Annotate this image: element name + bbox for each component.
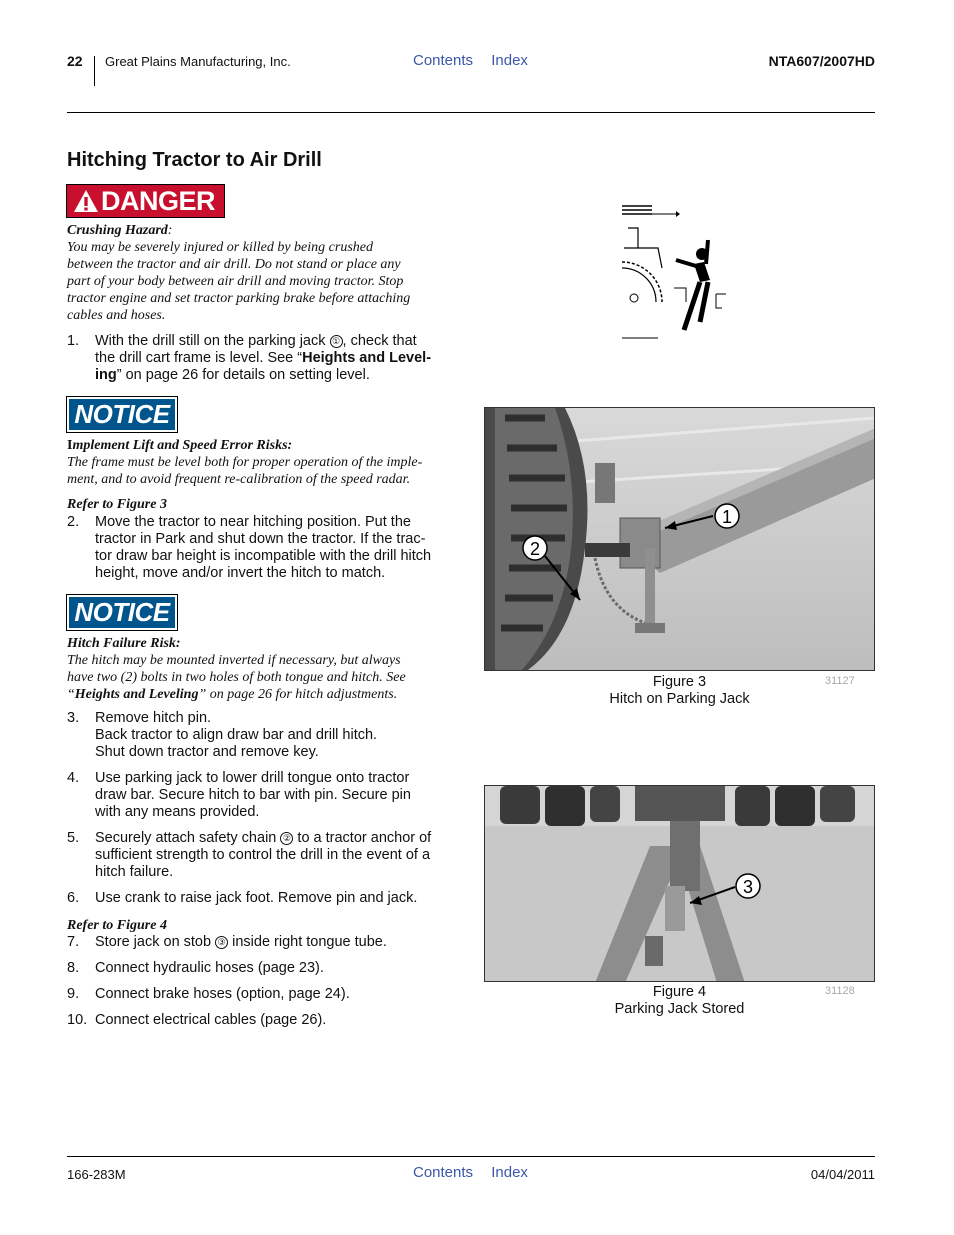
header-nav xyxy=(413,52,542,69)
step-10: 10. Connect electrical cables (page 26). xyxy=(67,1012,327,1028)
crushing-hazard-pictogram xyxy=(618,198,728,340)
step-2: 2. Move the tractor to near hitching position. Put the tractor in Park and shut down the tractor. If the trac- tor draw bar height is incompatible with the drill hitch height, move and/or invert the hitch to match. xyxy=(67,514,432,581)
figure-4-id: 31128 xyxy=(825,985,855,997)
contents-link[interactable]: Contents xyxy=(413,1164,474,1181)
model-number: NTA607/2007HD xyxy=(768,53,875,69)
figure-3-callout-1: 1 xyxy=(721,507,733,527)
figure-4-caption: Figure 4 Parking Jack Stored xyxy=(614,984,745,1017)
header-rule xyxy=(67,112,875,113)
step-6: 6. Use crank to raise jack foot. Remove pin and jack. xyxy=(67,890,418,906)
notice-1-message: Implement Lift and Speed Error Risks: The frame must be level both for proper operation of the imple- ment, and to avoid frequent re-calibration of the speed radar. xyxy=(67,438,423,487)
figure-4-photo xyxy=(484,785,875,982)
step-8: 8. Connect hydraulic hoses (page 23). xyxy=(67,960,324,976)
notice-badge: NOTICE xyxy=(67,595,177,630)
figure-3-id: 31127 xyxy=(825,675,855,687)
company-name: Great Plains Manufacturing, Inc. xyxy=(105,54,291,69)
notice-2-heading: Hitch Failure Risk: xyxy=(67,636,181,651)
notice-2-message: Hitch Failure Risk: The hitch may be mounted inverted if necessary, but always have two (2) bolts in two holes of both tongue and hitch. See “Heights and Leveling” on page 26 for hitch adjustments. xyxy=(67,636,406,702)
section-title: Hitching Tractor to Air Drill xyxy=(67,149,322,171)
notice-1-heading: mplement Lift and Speed Error Risks: xyxy=(72,438,293,453)
revision-date: 04/04/2011 xyxy=(810,1167,875,1182)
danger-message: Crushing Hazard: You may be severely injured or killed by being crushed between the tractor and air drill. Do not stand or place any part of your body between air drill and moving tractor. Stop tractor engine and set tractor parking brake before attaching cables and hoses. xyxy=(67,223,411,323)
document-number: 166-283M xyxy=(67,1167,126,1182)
footer-rule xyxy=(67,1156,875,1157)
danger-badge xyxy=(67,185,224,217)
heights-leveling-link[interactable]: Heights and Level- xyxy=(302,350,432,366)
step-1: 1. With the drill still on the parking jack ① , check that the drill cart frame is level. See “Heights and Level- ing” on page 26 for details on setting level. xyxy=(67,333,432,383)
danger-label: DANGER xyxy=(101,185,216,216)
figure-3-callout-2: 2 xyxy=(529,539,541,559)
index-link[interactable]: Index xyxy=(491,52,528,69)
figure-3-photo xyxy=(484,407,875,671)
contents-link[interactable]: Contents xyxy=(413,52,474,69)
figure-3-caption: Figure 3 Hitch on Parking Jack xyxy=(609,674,750,707)
page-number: 22 xyxy=(67,53,83,69)
heights-leveling-link-cont[interactable]: ing xyxy=(95,367,117,383)
refer-figure-4: Refer to Figure 4 xyxy=(67,918,167,933)
header-divider xyxy=(94,56,95,86)
callout-2-marker: ② xyxy=(280,832,293,845)
callout-3-marker: ③ xyxy=(215,936,228,949)
step-9: 9. Connect brake hoses (option, page 24). xyxy=(67,986,350,1002)
index-link[interactable]: Index xyxy=(491,1164,528,1181)
callout-1-marker: ① xyxy=(330,335,343,348)
refer-figure-3: Refer to Figure 3 xyxy=(67,497,167,512)
footer-nav xyxy=(413,1164,542,1181)
notice-badge: NOTICE xyxy=(67,397,177,432)
danger-heading: Crushing Hazard xyxy=(67,223,168,238)
step-4: 4. Use parking jack to lower drill tongue onto tractor draw bar. Secure hitch to bar with pin. Secure pin with any means provided. xyxy=(67,770,411,820)
step-3: 3. Remove hitch pin. Back tractor to align draw bar and drill hitch. Shut down tractor and remove key. xyxy=(67,710,378,760)
step-5: 5. Securely attach safety chain ② to a tractor anchor of sufficient strength to control the drill in the event of a hitch failure. xyxy=(67,830,432,880)
step-7: 7. Store jack on stob ③ inside right tongue tube. xyxy=(67,934,387,950)
figure-4-callout-3: 3 xyxy=(742,877,754,897)
warning-triangle-icon xyxy=(73,188,99,214)
